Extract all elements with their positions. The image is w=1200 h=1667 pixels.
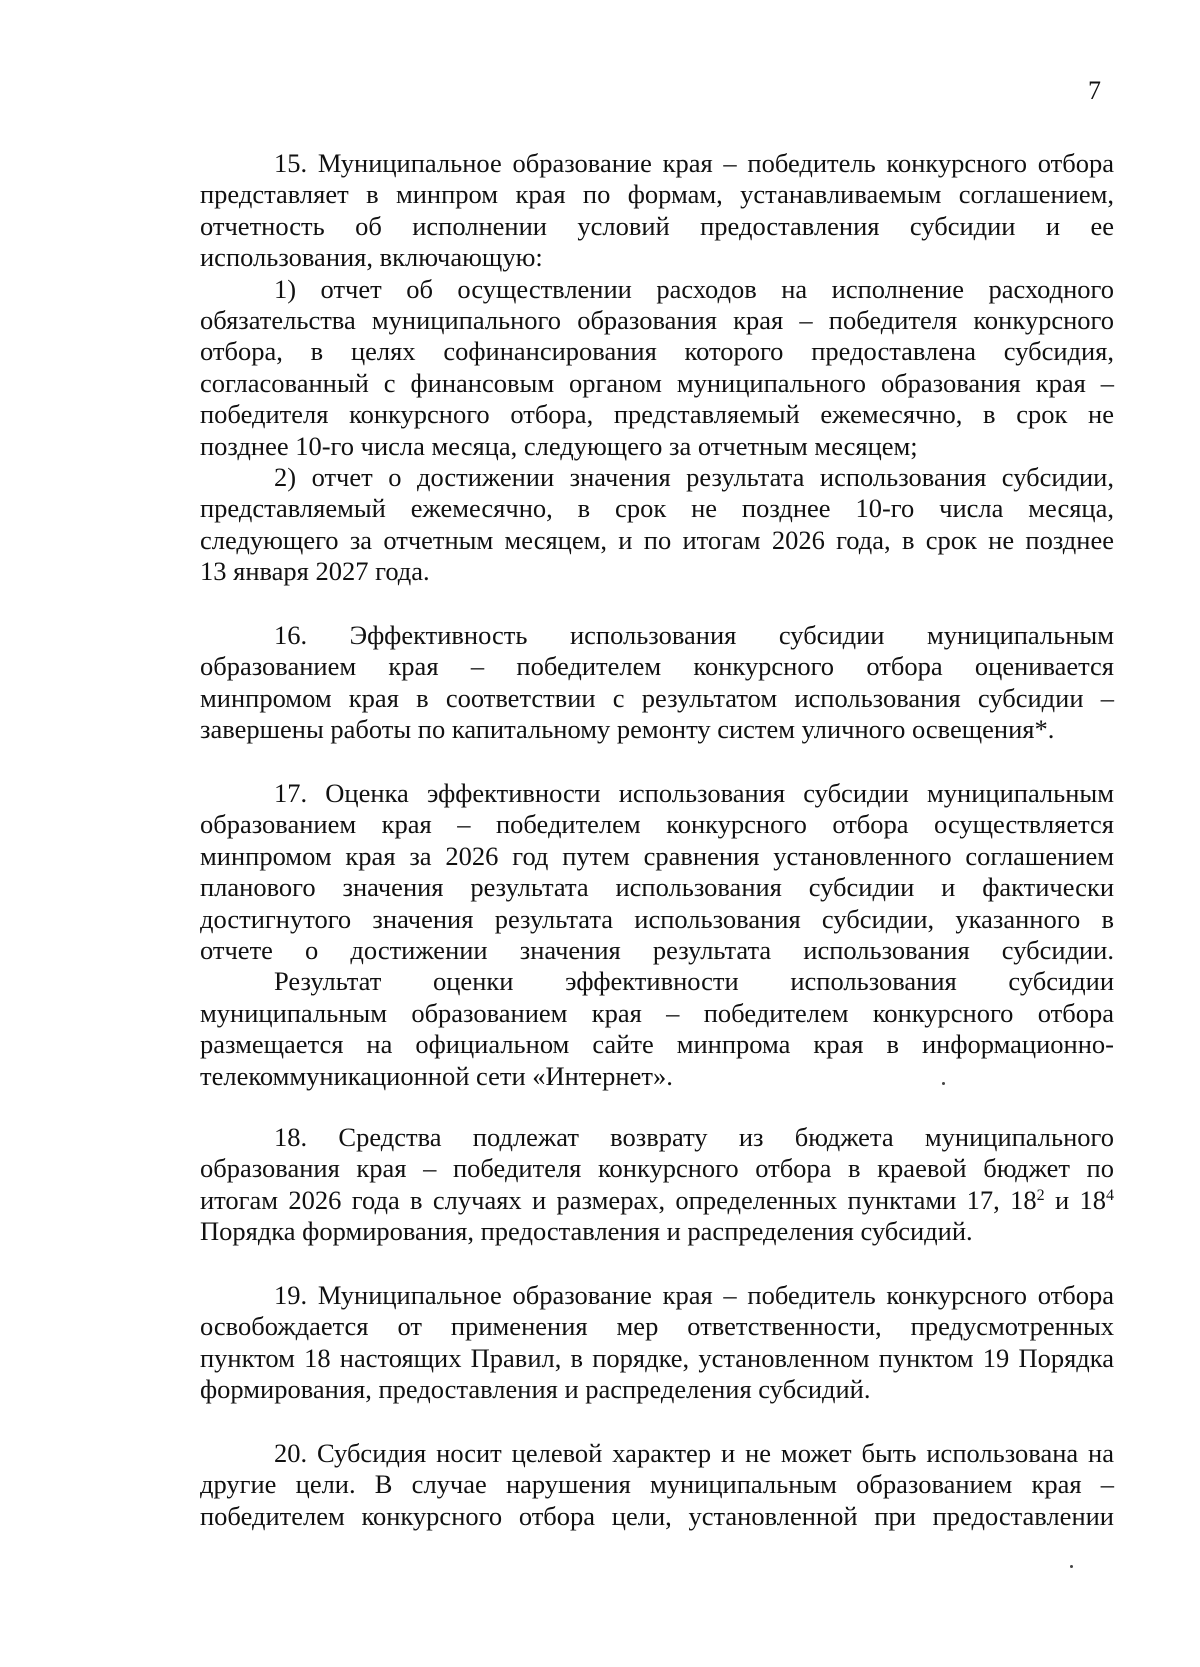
line-text: итогам 2026 года в случаях и размерах, определенных пунктами 17, 18 — [200, 1184, 1037, 1215]
paragraph-line: позднее 10-го числа месяца, следующего за отчетным месяцем; — [200, 430, 918, 461]
paragraph-line: использования, включающую: — [200, 242, 543, 273]
paragraph-line: 15. Муниципальное образование края – победитель конкурсного отбора — [274, 148, 1114, 178]
paragraph-line: 17. Оценка эффективности использования субсидии муниципальным — [274, 778, 1114, 808]
paragraph-line: 18. Средства подлежат возврату из бюджета муниципального — [274, 1122, 1114, 1152]
paragraph-line: телекоммуникационной сети «Интернет». — [200, 1060, 673, 1091]
paragraph-line: Порядка формирования, предоставления и распределения субсидий. — [200, 1216, 973, 1247]
paragraph-line — [200, 1185, 1114, 1216]
paragraph-line: завершены работы по капитальному ремонту систем уличного освещения*. — [200, 714, 1055, 745]
paragraph-line: размещается на официальном сайте минпрома края в информационно- — [200, 1029, 1114, 1060]
paragraph-line: планового значения результата использования субсидии и фактически — [200, 872, 1114, 903]
paragraph-line: 1) отчет об осуществлении расходов на исполнение расходного — [274, 273, 1114, 304]
page-number: 7 — [1088, 76, 1101, 105]
paragraph-19 — [200, 1280, 1114, 1406]
paragraph-line: 20. Субсидия носит целевой характер и не может быть использована на — [274, 1438, 1114, 1468]
paragraph-line: освобождается от применения мер ответственности, предусмотренных — [200, 1311, 1114, 1342]
line-text: и 18 — [1044, 1184, 1106, 1215]
paragraph-line: достигнутого значения результата использования субсидии, указанного в — [200, 903, 1114, 934]
paragraph-line: отчете о достижении значения результата использования субсидии. — [200, 935, 1114, 966]
paragraph-line: представляет в минпром края по формам, устанавливаемым соглашением, — [200, 179, 1114, 210]
paragraph-line: 16. Эффективность использования субсидии муниципальным — [274, 620, 1114, 650]
superscript: 2 — [1036, 1186, 1045, 1204]
paragraph-16 — [200, 620, 1114, 746]
scan-speck — [942, 1082, 945, 1085]
paragraph-17 — [200, 778, 1114, 1092]
paragraph-15 — [200, 148, 1114, 588]
paragraph-line: победителя конкурсного отбора, представляемый ежемесячно, в срок не — [200, 399, 1114, 430]
paragraph-line: 19. Муниципальное образование края – победитель конкурсного отбора — [274, 1280, 1114, 1310]
superscript: 4 — [1106, 1186, 1114, 1204]
paragraph-line: образованием края – победителем конкурсного отбора оценивается — [200, 651, 1114, 682]
paragraph-line: формирования, предоставления и распределения субсидий. — [200, 1374, 871, 1405]
paragraph-line: следующего за отчетным месяцем, и по итогам 2026 года, в срок не позднее — [200, 524, 1114, 555]
paragraph-line: отчетность об исполнении условий предоставления субсидии и ее — [200, 210, 1114, 241]
paragraph-line: согласованный с финансовым органом муниципального образования края – — [200, 367, 1114, 398]
paragraph-line: отбора, в целях софинансирования которого предоставлена субсидия, — [200, 336, 1114, 367]
scan-speck — [1070, 1565, 1073, 1568]
paragraph-line: образования края – победителя конкурсного отбора в краевой бюджет по — [200, 1153, 1114, 1184]
paragraph-line: другие цели. В случае нарушения муниципальным образованием края – — [200, 1469, 1114, 1500]
paragraph-line: победителем конкурсного отбора цели, установленной при предоставлении — [200, 1500, 1114, 1531]
paragraph-line: обязательства муниципального образования края – победителя конкурсного — [200, 305, 1114, 336]
paragraph-line: образованием края – победителем конкурсного отбора осуществляется — [200, 809, 1114, 840]
paragraph-line: Результат оценки эффективности использования субсидии — [274, 966, 1114, 997]
paragraph-line: представляемый ежемесячно, в срок не позднее 10-го числа месяца, — [200, 493, 1114, 524]
paragraph-18 — [200, 1122, 1114, 1248]
paragraph-20 — [200, 1438, 1114, 1532]
paragraph-line: 2) отчет о достижении значения результата использования субсидии, — [274, 462, 1114, 493]
paragraph-line: минпромом края в соответствии с результатом использования субсидии – — [200, 682, 1114, 713]
paragraph-line: пунктом 18 настоящих Правил, в порядке, установленном пунктом 19 Порядка — [200, 1342, 1114, 1373]
paragraph-line: муниципальным образованием края – победителем конкурсного отбора — [200, 997, 1114, 1028]
paragraph-line: 13 января 2027 года. — [200, 556, 430, 587]
paragraph-line: минпромом края за 2026 год путем сравнения установленного соглашением — [200, 840, 1114, 871]
